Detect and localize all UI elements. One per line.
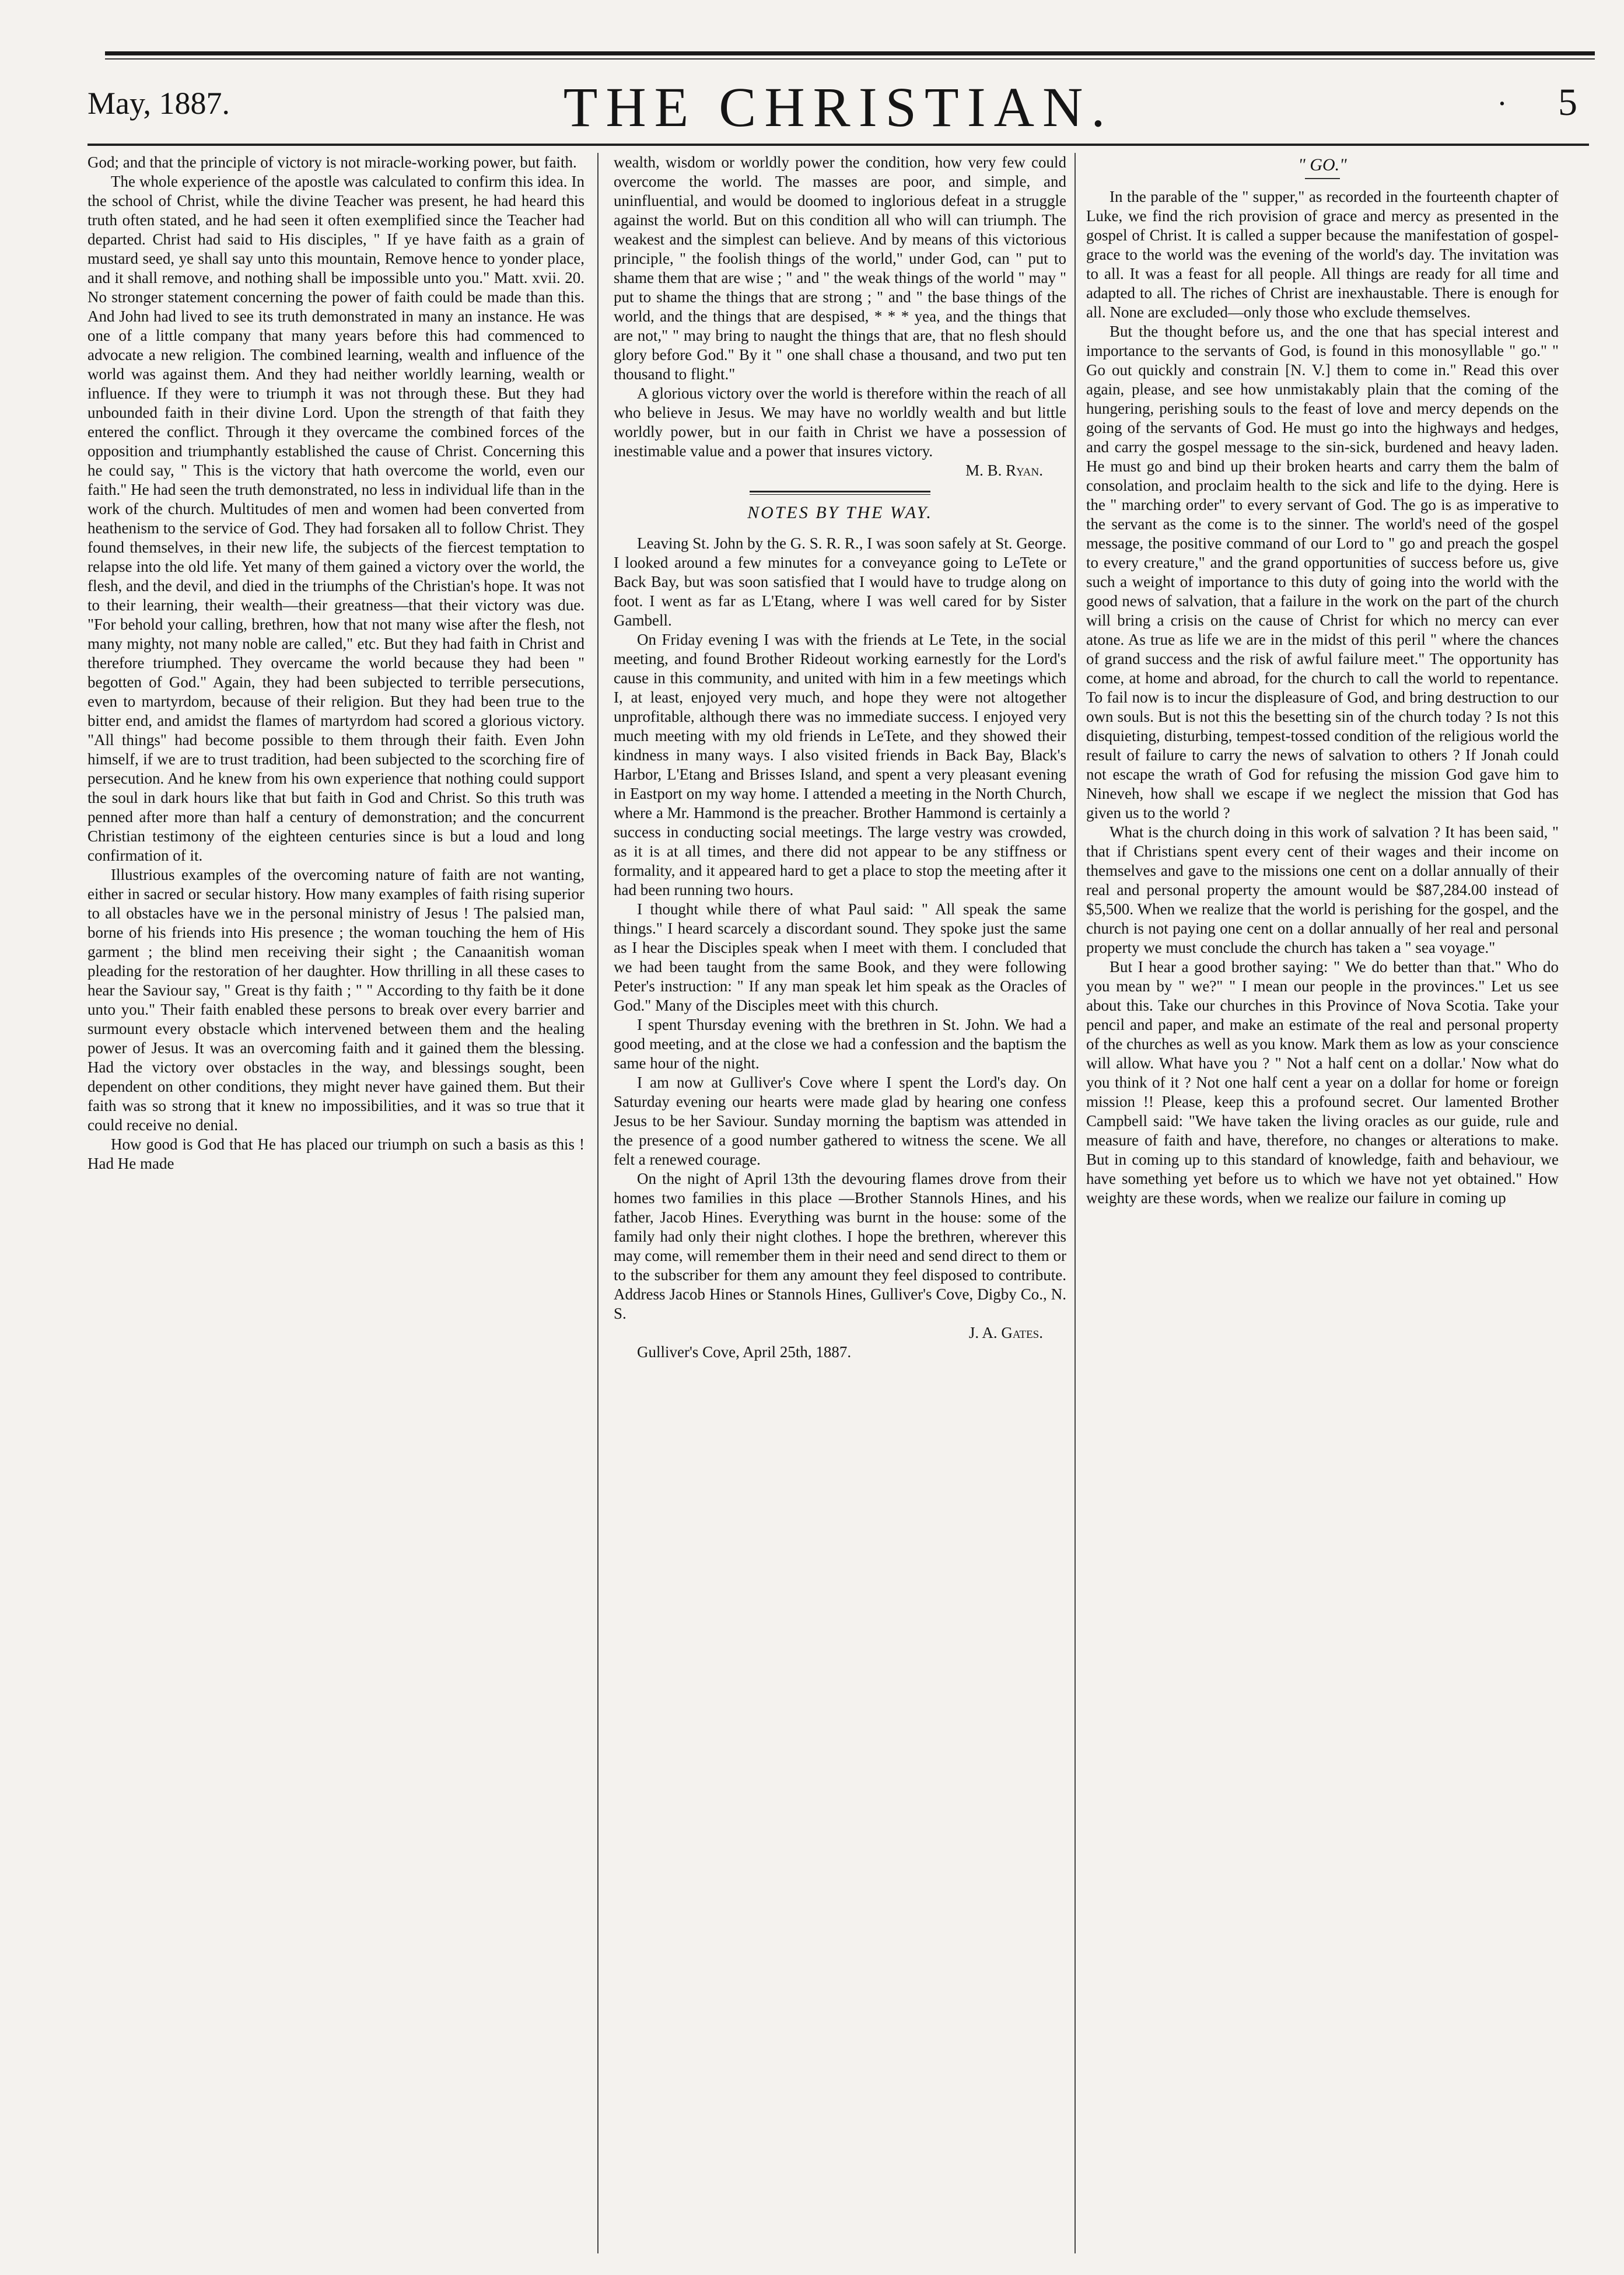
paragraph: God; and that the principle of victory is not miracle-working power, but faith. <box>88 153 577 171</box>
signature-gates: J. A. Gates. <box>968 1324 1043 1341</box>
column-1 <box>88 153 584 2259</box>
paragraph: But I hear a good brother saying: " We do better than that." Who do you mean by " we?" " I mean our people in the provinces." Let us see about this. Take our churches in this Province of Nova Scotia. Take your pencil and paper, and make an estimate of the real and personal property of the churches as well as you know. Mark them as low as your conscience will allow. What have you ? " Not a half cent on a dollar.' Now what do you think of it ? Not one half cent a year on a dollar for home or foreign mission !! Please, keep this a profound secret. Our lamented Brother Campbell said: "We have taken the living oracles as our guide, rule and measure of faith and have, therefore, no changes or alterations to make. But in coming up to this standard of knowledge, faith and behaviour, we have something yet before us to which we have not yet obtained." How weighty are these words, when we realize our failure in coming up <box>1086 958 1559 1207</box>
paragraph: Illustrious examples of the overcoming nature of faith are not wanting, either in sacred or secular history. How many examples of faith rising superior to all obstacles have we in the personal ministry of Jesus ! The palsied man, borne of his friends into His presence ; the woman touching the hem of His garment ; the blind men receiving their sight ; the Canaanitish woman pleading for the restoration of her daughter. How thrilling in all these cases to hear the Saviour say, " Great is thy faith ; " " According to thy faith be it done unto you." Their faith enabled these persons to break over every barrier and surmount every obstacle which intervened between them and the healing power of Jesus. It was an overcoming faith and it gained them the blessing. Had the victory over obstacles in the way, and blessings sought, been dependent on other conditions, they might never have gained them. But their faith was so strong that it knew no impossibilities, and it was so true that it could receive no denial. <box>88 866 584 1134</box>
masthead <box>88 75 1589 145</box>
paragraph: In the parable of the " supper," as recorded in the fourteenth chapter of Luke, we find the rich provision of grace and mercy as presented in the gospel of Christ. It is called a supper because the manifestation of gospel-grace to the world was the evening of the world's day. The invitation was to all. It was a feast for all people. All things are ready for all time and adapted to all. The riches of Christ are inexhaustable. There is enough for all. None are excluded—only those who exclude themselves. <box>1086 188 1559 321</box>
paragraph: But the thought before us, and the one that has special interest and importance to the servants of God, is found in this monosyllable " go." " Go out quickly and constrain [N. V.] them to come in." Read this over again, please, and see how unmistakably plain that the coming of the hungering, perishing souls to the feast of love and mercy depends on the going of the servants of God. He must go into the highways and hedges, and carry the gospel message to the sin-sick, burdened and heavy laden. He must go and bind up their broken hearts and carry them the balm of consolation, and proclaim health to the sick and life to the dying. Here is the " marching order" to every servant of God. The go is as imperative to the servant as the come is to the sinner. The world's need of the gospel message, the positive command of our Lord to " go and preach the gospel to every creature," and the grand opportunities of success before us, give such a weight of importance to this duty of going into the world with the good news of salvation, that a failure in the work on the part of the church will bring a crisis on the cause of Christ for which no mercy can ever atone. As true as life we are in the midst of this peril " where the chances of grand success and the risk of awful failure meet." The opportunity has come, at home and abroad, for the church to call the world to repentance. To fail now is to incur the displeasure of God, and bring destruction to our own souls. But is not this the besetting sin of the church today ? Is not this disquieting, disturbing, tempest-tossed condition of the religious world the result of failure to carry the news of salvation to others ? If Jonah could not escape the wrath of God for refusing the mission God gave him to Nineveh, how shall we escape if we neglect the mission that God has given us to the world ? <box>1086 323 1559 822</box>
top-rule-thin <box>105 58 1595 60</box>
column-3 <box>1086 153 1559 2259</box>
dateline: Gulliver's Cove, April 25th, 1887. <box>637 1343 852 1361</box>
paragraph: Leaving St. John by the G. S. R. R., I was soon safely at St. George. I looked around a few minutes for a conveyance going to LeTete or Back Bay, but was soon satisfied that I would have to trudge along on foot. I went as far as L'Etang, where I was well cared for by Sister Gambell. <box>614 534 1066 629</box>
column-divider-2 <box>1074 153 1076 2253</box>
paragraph: What is the church doing in this work of salvation ? It has been said, " that if Christians spent every cent of their wages and their income on themselves and gave to the missions one cent on a dollar annually of their real and personal property the amount would be $87,284.00 instead of $5,500. When we realize that the world is perishing for the gospel, and the church is not paying one cent on a dollar annually of her real and personal property we must conclude the church has taken a " sea voyage." <box>1086 823 1559 956</box>
paragraph: I spent Thursday evening with the brethren in St. John. We had a good meeting, and at the close we had a confession and the baptism the same hour of the night. <box>614 1016 1066 1072</box>
column-2 <box>614 153 1066 2259</box>
section-divider <box>750 491 930 495</box>
paragraph: On the night of April 13th the devouring flames drove from their homes two families in this place —Brother Stannols Hines, and his father, Jacob Hines. Everything was burnt in the house: some of the family had only their night clothes. I hope the brethren, wherever this may come, will remember them in their need and send direct to them or to the subscriber for them any amount they feel disposed to contribute. Address Jacob Hines or Stannols Hines, Gulliver's Cove, Digby Co., N. S. <box>614 1170 1066 1322</box>
article-heading-notes: NOTES BY THE WAY. <box>747 503 933 522</box>
page-number: 5 <box>1558 81 1577 124</box>
top-rule <box>105 51 1595 55</box>
heading-rule <box>1305 178 1340 179</box>
paragraph: I am now at Gulliver's Cove where I spent the Lord's day. On Saturday evening our hearts were made glad by hearing one confess Jesus to be her Saviour. Sunday morning the baptism was attended in the presence of a good number gathered to witness the scene. We all felt a renewed courage. <box>614 1074 1066 1168</box>
paragraph: On Friday evening I was with the friends at Le Tete, in the social meeting, and found Brother Rideout working earnestly for the Lord's cause in this community, and united with him in a few meetings which I, at least, enjoyed very much, and hope they were not altogether unprofitable, although there was no immediate success. I enjoyed very much meeting with my old friends in LeTete, and they showed their kindness in many ways. I also visited friends in Back Bay, Black's Harbor, L'Etang and Brisses Island, and spent a very pleasant evening in Eastport on my way home. I attended a meeting in the North Church, where a Mr. Hammond is the preacher. Brother Hammond is certainly a success in conducting social meetings. The large vestry was crowded, as it is at all times, and there did not appear to be any stiffness or formality, and it appeared hard to get a place to stop the meeting after it had been running two hours. <box>614 631 1066 899</box>
article-heading-go: " GO." <box>1298 155 1347 174</box>
masthead-rule <box>88 144 1589 146</box>
issue-date: May, 1887. <box>88 86 230 121</box>
masthead-dot: · <box>1497 86 1507 121</box>
signature-ryan: M. B. Ryan. <box>965 462 1043 479</box>
paragraph: wealth, wisdom or worldly power the condition, how very few could overcome the world. The masses are poor, and simple, and uninfluential, and would be doomed to inglorious defeat in a struggle against the world. But on this condition all who will can triumph. The weakest and the simplest can believe. And by means of this victorious principle, " the foolish things of the world," under God, can " put to shame them that are wise ; " and " the weak things of the world " may " put to shame the things that are strong ; " and " the base things of the world, and the things that are despised, * * * yea, and the things that are not," " may bring to naught the things that are, that no flesh should glory before God." By it " one shall chase a thousand, and two put ten thousand to flight." <box>614 153 1066 383</box>
newspaper-title: THE CHRISTIAN. <box>563 76 1114 138</box>
paragraph: The whole experience of the apostle was calculated to confirm this idea. In the school of Christ, while the divine Teacher was present, he had heard this truth often stated, and he had seen it often exemplified since the Teacher had departed. Christ had said to His disciples, " If ye have faith as a grain of mustard seed, ye shall say unto this mountain, Remove hence to yonder place, and it shall remove, and nothing shall be impossible unto you." Matt. xvii. 20. No stronger statement concerning the power of faith could be made than this. And John had lived to see its truth demonstrated in many an instance. He was one of a little company that many years before this had commenced to advocate a new religion. The combined learning, wealth and influence of the world was against them. And they had neither worldly learning, wealth or influence. If they were to triumph it was not through these. But they had unbounded faith in their divine Lord. Upon the strength of that faith they entered the conflict. Through it they overcame the combined forces of the opposition and triumphantly established the cause of Christ. Concerning this he could say, " This is the victory that hath overcome the world, even our faith." He had seen the truth demonstrated, no less in individual life than in the work of the church. Multitudes of men and women had been converted from heathenism to the service of God. They had forsaken all to follow Christ. They found themselves, in their new life, the subjects of the fiercest temptation to relapse into the old life. Yet many of them gained a victory over the world, the flesh, and the devil, and died in the triumphs of the Christian's hope. It was not to their learning, their wealth—their greatness—that their victory was due. "For behold your calling, brethren, how that not many wise after the flesh, not many mighty, not many noble are called," etc. But they had faith in Christ and therefore triumphed. They overcame the world because they had been " begotten of God." Again, they had been subjected to terrible persecutions, even to martyrdom, because of their religion. But they had been true to the bitter end, and amidst the flames of martyrdom had scored a glorious victory. "All things" had become possible to them through their faith. Even John himself, if we are to trust tradition, had been subjected to the scorching fire of persecution. And he knew from his own experience that nothing could support the soul in dark hours like that but faith in God and Christ. So this truth was penned after more than half a century of demonstration; and the concurrent Christian testimony of the eighteen centuries since is but a loud and long confirmation of it. <box>88 173 584 864</box>
paragraph: How good is God that He has placed our triumph on such a basis as this ! Had He made <box>88 1135 584 1172</box>
paragraph: I thought while there of what Paul said: " All speak the same things." I heard scarcely a discordant sound. They spoke just the same as I hear the Disciples speak when I meet with them. I concluded that we had been taught from the same Book, and they were following Peter's instruction: " If any man speak let him speak as the Oracles of God." Many of the Disciples meet with this church. <box>614 900 1066 1014</box>
paragraph: A glorious victory over the world is therefore within the reach of all who believe in Jesus. We may have no worldly wealth and but little worldly power, but in our faith in Christ we have a possession of inestimable value and a power that insures victory. <box>614 385 1066 460</box>
column-divider-1 <box>597 153 598 2253</box>
